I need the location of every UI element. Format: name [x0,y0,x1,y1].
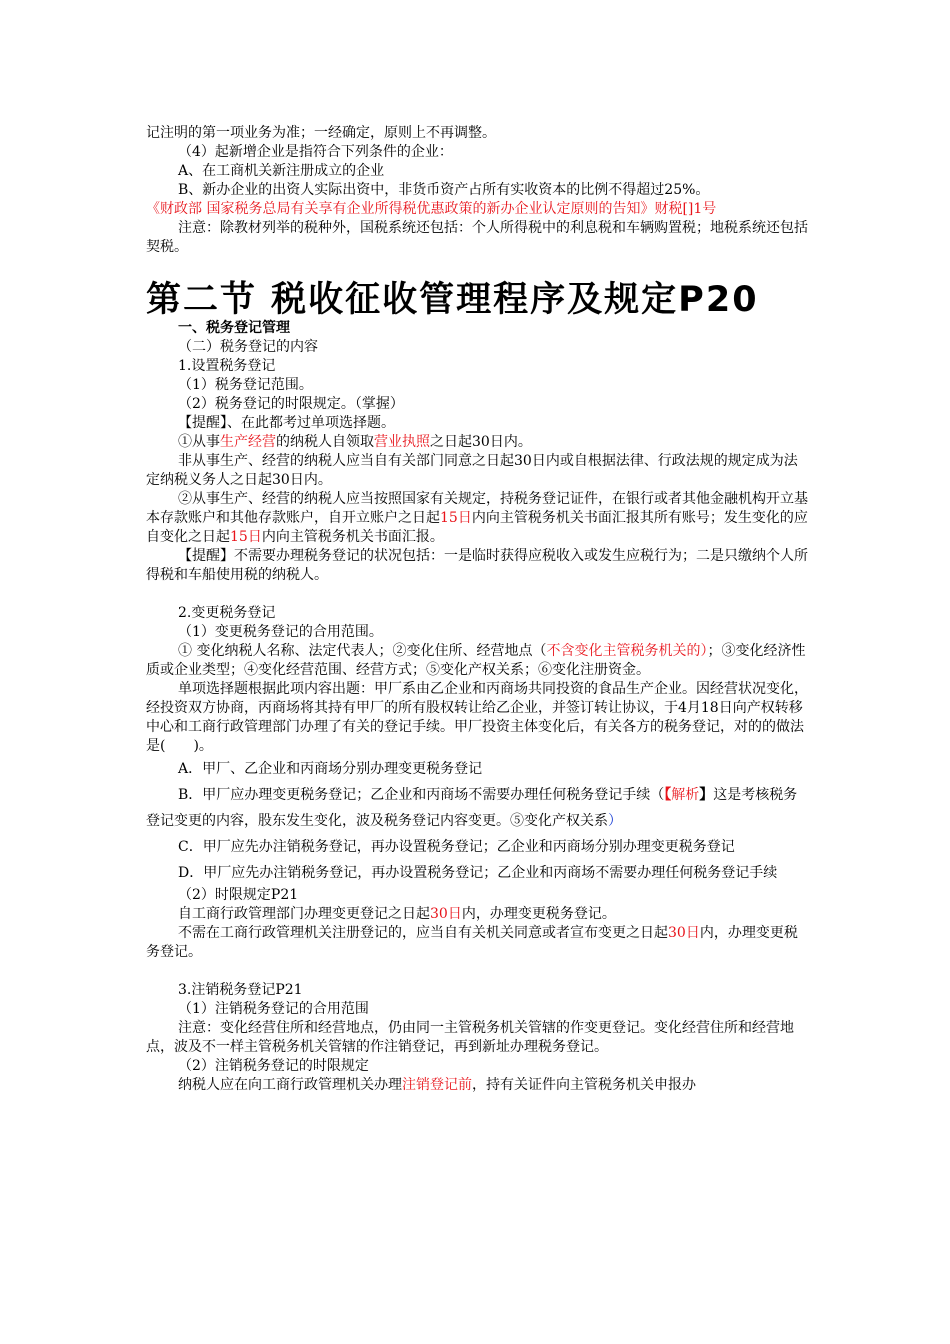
paragraph: （1）注销税务登记的合用范围 [178,1001,369,1017]
paragraph: （1）税务登记范围。 [178,377,313,393]
subsection-heading: 一、税务登记管理 [178,320,290,336]
reminder: 【提醒】、在此都考过单项选择题。 [178,415,395,431]
highlight: 生产经营 [220,434,276,450]
answer-option: D．甲厂应先办注销税务登记，再办设置税务登记；乙企业和丙商场不需要办理任何税务登记手续 [178,865,778,881]
paragraph: （1）变更税务登记的合用范围。 [178,624,383,640]
paragraph: （2）时限规定P21 [178,887,299,903]
highlight: 营业执照 [374,434,430,450]
note: 注意：变化经营住所和经营地点，仍由同一主管税务机关管辖的作变更登记。变化经营住所和经营地点，波及不一样主管税务机关管辖的作注销登记，再到新址办理税务登记。 [146,1020,794,1055]
highlight: 15日 [230,529,262,545]
paragraph: B、新办企业的出资人实际出资中，非货币资产占所有实收资本的比例不得超过25%。 [178,182,710,198]
paragraph: ②从事生产、经营的纳税人应当按照国家有关规定，持税务登记证件，在银行或者其他金融机构开立基本存款账户和其他存款账户，自开立账户之日起15日内向主管税务机关书面汇报其所有账号；发生变化的应自变化之日起15日内向主管税务机关书面汇报。 [146,491,808,545]
paragraph: 2.变更税务登记 [178,605,276,621]
paragraph: （二）税务登记的内容 [178,339,318,355]
highlight: 注销登记前 [402,1077,472,1093]
paragraph: 非从事生产、经营的纳税人应当自有关部门同意之日起30日内或自根据法律、行政法规的规定成为法定纳税义务人之日起30日内。 [146,453,798,488]
paragraph: ①从事生产经营的纳税人自领取营业执照之日起30日内。 [178,434,532,450]
paragraph: 自工商行政管理部门办理变更登记之日起30日内，办理变更税务登记。 [178,906,616,922]
paragraph: A、在工商机关新注册成立的企业 [178,163,385,179]
paragraph: 3.注销税务登记P21 [178,982,303,998]
answer-option: C．甲厂应先办注销税务登记，再办设置税务登记；乙企业和丙商场分别办理变更税务登记 [178,839,735,855]
paragraph: 不需在工商行政管理机关注册登记的，应当自有关机关同意或者宣布变更之日起30日内，办理变更税务登记。 [146,925,798,960]
highlight: 15日 [440,510,472,526]
paragraph: （4）起新增企业是指符合下列条件的企业： [178,144,453,160]
highlight: 不含变化主管税务机关的） [546,643,708,659]
paragraph: 记注明的第一项业务为准；一经确定，原则上不再调整。 [146,125,496,141]
paragraph: 纳税人应在向工商行政管理机关办理注销登记前，持有关证件向主管税务机关申报办 [178,1077,696,1093]
paragraph: ① 变化纳税人名称、法定代表人；②变化住所、经营地点（不含变化主管税务机关的）；③变化经济性质或企业类型；④变化经营范围、经营方式；⑤变化产权关系；⑥变化注册资金。 [146,643,806,678]
exercise-question: 单项选择题根据此项内容出题：甲厂系由乙企业和丙商场共同投资的食品生产企业。因经营状况变化，经投资双方协商，丙商场将其持有甲厂的所有股权转让给乙企业，并签订转让协议，于4月18日向产权转移中心和工商行政管理部门办理了有关的登记手续。甲厂投资主体变化后，有关各方的税务登记，对的的做法是( )。 [146,681,808,754]
blank-line [146,962,810,981]
section-heading: 第二节 税收征收管理程序及规定P20 [146,280,759,320]
document-page [146,124,810,1095]
answer-option: A．甲厂、乙企业和丙商场分别办理变更税务登记 [178,761,483,777]
paragraph: （2）注销税务登记的时限规定 [178,1058,369,1074]
answer-option: B．甲厂应办理变更税务登记；乙企业和丙商场不需要办理任何税务登记手续（【解析】这是考核税务登记变更的内容，股东发生变化，波及税务登记内容变更。⑤变化产权关系） [146,787,798,829]
paragraph: （2）税务登记的时限规定。（掌握） [178,396,404,412]
highlight: 30日 [668,925,700,941]
blank-line [146,585,810,604]
reminder: 【提醒】不需要办理税务登记的状况包括：一是临时获得应税收入或发生应税行为；二是只缴纳个人所得税和车船使用税的纳税人。 [146,548,808,583]
policy-reference: 《财政部 国家税务总局有关享有企业所得税优惠政策的新办企业认定原则的告知》财税[]1号 [146,201,717,217]
highlight: 30日 [430,906,462,922]
paragraph: 注意：除教材列举的税种外，国税系统还包括：个人所得税中的利息税和车辆购置税；地税系统还包括契税。 [146,220,808,255]
paragraph: 1.设置税务登记 [178,358,276,374]
